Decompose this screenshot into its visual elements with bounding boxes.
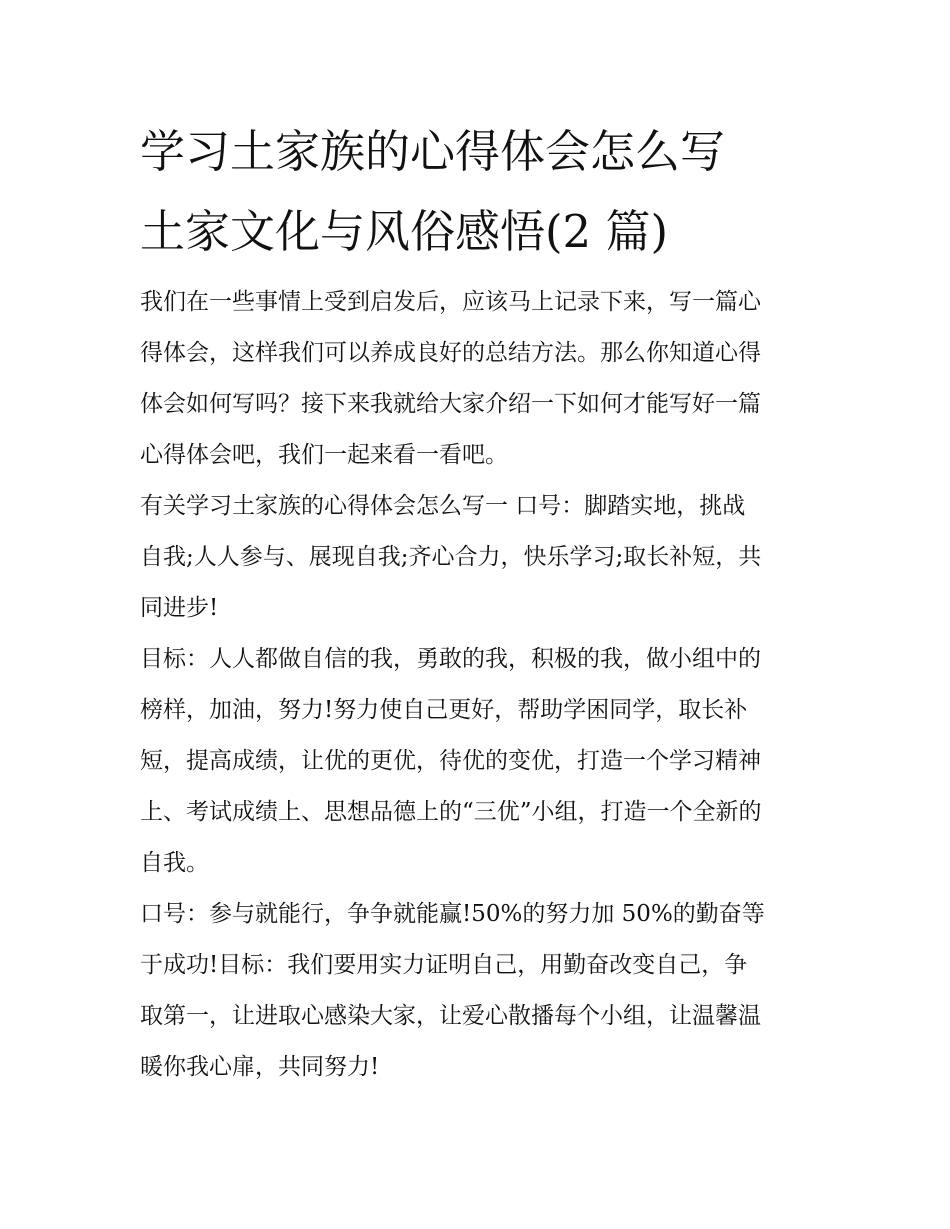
text-line: 短，提高成绩，让优的更优，待优的变优，打造一个学习精神 — [140, 748, 761, 774]
text-line: 目标：人人都做自信的我，勇敢的我，积极的我，做小组中的 — [140, 646, 761, 672]
text-line: 心得体会吧，我们一起来看一看吧。 — [140, 442, 508, 468]
title-line: 学习土家族的心得体会怎么写 — [140, 125, 726, 178]
paragraph — [140, 481, 820, 634]
text-line: 我们在一些事情上受到启发后，应该马上记录下来，写一篇心 — [140, 289, 761, 315]
document-body — [140, 277, 820, 1093]
paragraph — [140, 634, 820, 889]
text-line: 自我。 — [140, 850, 209, 876]
text-line: 有关学习土家族的心得体会怎么写一 口号：脚踏实地，挑战 — [140, 493, 746, 519]
text-line: 榜样，加油，努力!努力使自己更好，帮助学困同学，取长补 — [140, 697, 748, 723]
text-line: 取第一，让进取心感染大家，让爱心散播每个小组，让温馨温 — [140, 1003, 761, 1029]
paragraph — [140, 277, 820, 481]
text-line: 自我;人人参与、展现自我;齐心合力，快乐学习;取长补短，共 — [140, 544, 762, 570]
text-line: 得体会，这样我们可以养成良好的总结方法。那么你知道心得 — [140, 340, 761, 366]
text-line: 暖你我心扉，共同努力! — [140, 1054, 380, 1080]
text-line: 口号：参与就能行，争争就能赢!50%的努力加 50%的勤奋等 — [140, 901, 765, 927]
paragraph — [140, 889, 820, 1093]
document-title — [140, 112, 820, 272]
text-line: 体会如何写吗？接下来我就给大家介绍一下如何才能写好一篇 — [140, 391, 761, 417]
text-line: 于成功!目标：我们要用实力证明自己，用勤奋改变自己，争 — [140, 952, 748, 978]
text-line: 上、考试成绩上、思想品德上的“三优”小组，打造一个全新的 — [140, 799, 762, 825]
text-line: 同进步! — [140, 595, 219, 621]
title-line: 土家文化与风俗感悟(2 篇) — [140, 205, 669, 258]
